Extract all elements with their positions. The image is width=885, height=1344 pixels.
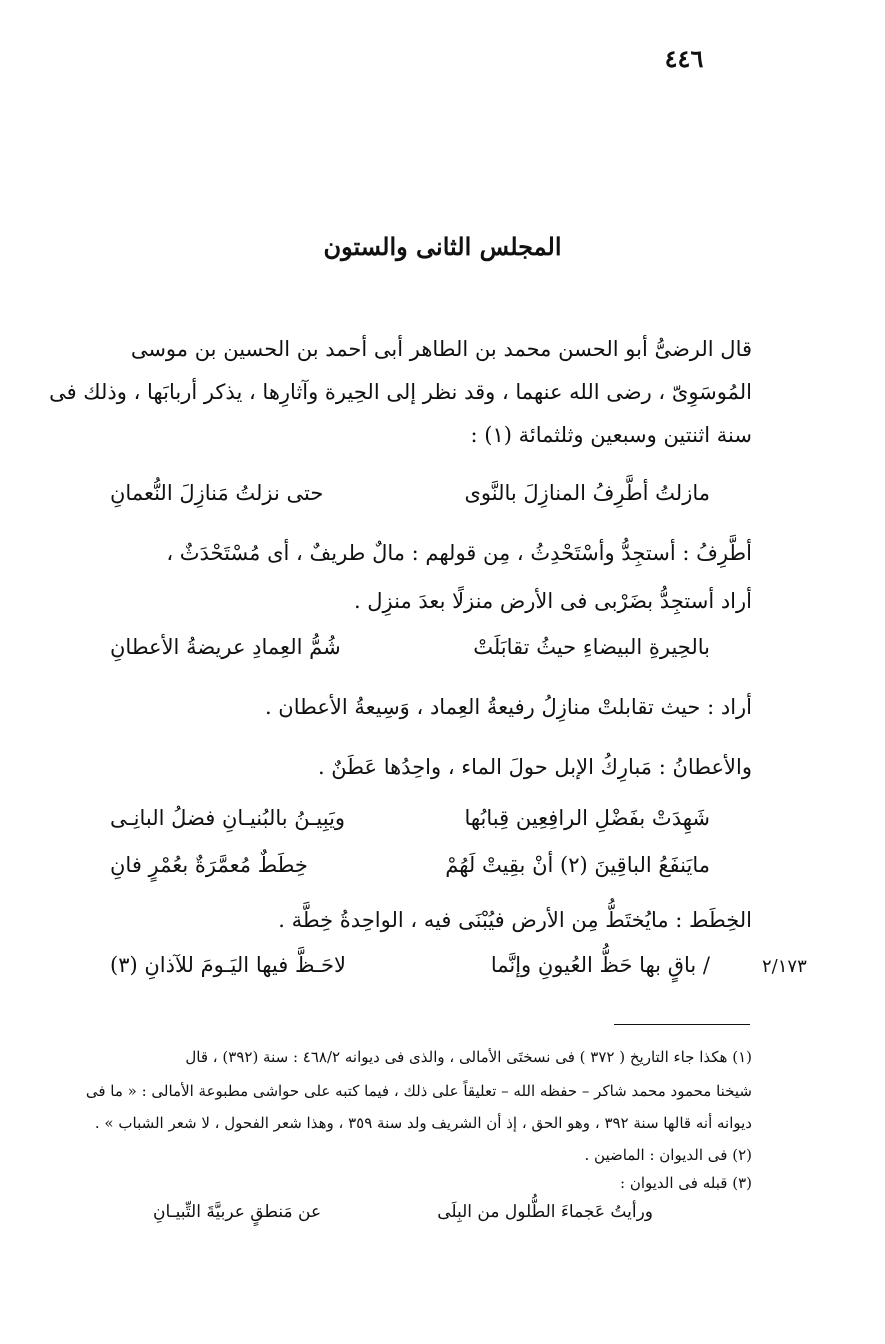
verse-first-hemistich: مازلتُ أطَّرِفُ المنازِلَ بالنَّوى bbox=[464, 481, 710, 505]
verse-first-hemistich: بالحِيرةِ البيضاءِ حيثُ تقابَلَتْ bbox=[473, 635, 710, 659]
footnote-line: (٢) فى الديوان : الماضين . bbox=[584, 1146, 752, 1164]
section-title: المجلس الثانى والستون bbox=[323, 232, 562, 261]
prose-line: والأعطانُ : مَبارِكُ الإبل حولَ الماء ، واحِدُها عَطَنٌ . bbox=[317, 755, 752, 779]
verse-line bbox=[110, 478, 710, 508]
footnote-line: (١) هكذا جاء التاريخ ( ٣٧٢ ) فى نسختَى الأمالى ، والذى فى ديوانه ٤٦٨/٢ : سنة (٣٩٢) ، قال bbox=[185, 1048, 752, 1066]
margin-reference: ٢/١٧٣ bbox=[762, 956, 807, 977]
footnote-line: ديوانه أنه قالها سنة ٣٩٢ ، وهو الحق ، إذ أن الشريف ولد سنة ٣٥٩ ، وهذا شعر الفحول ، لا شعر الشباب » . bbox=[94, 1114, 752, 1132]
verse-second-hemistich: شُمُّ العِمادِ عريضةُ الأعطانِ bbox=[110, 635, 341, 659]
prose-line: الخِطَط : مايُختَطُّ مِن الأرض فيُبْنَى فيه ، الواحِدةُ خِطَّة . bbox=[278, 908, 752, 932]
verse-second-hemistich: ويَبِيـنُ بالبُنيـانِ فضلُ البانِـى bbox=[110, 806, 346, 830]
verse-first-hemistich: مايَنفَعُ الباقِينَ (٢) أنْ بقِيتْ لَهُمْ bbox=[445, 853, 710, 877]
verse-second-hemistich: حتى نزلتُ مَنازِلَ النُّعمانِ bbox=[110, 481, 324, 505]
verse-line bbox=[110, 632, 710, 662]
footnote-line: (٣) قبله فى الديوان : bbox=[620, 1174, 752, 1192]
prose-line: أطَّرِفُ : أستجِدُّ وأسْتَحْدِثُ ، مِن قولهم : مالٌ طريفٌ ، أى مُسْتَحْدَثٌ ، bbox=[166, 541, 752, 565]
prose-line: أراد : حيث تقابلتْ منازِلُ رفيعةُ العِماد ، وَسِيعةُ الأعطان . bbox=[264, 695, 752, 719]
footnote-verse-second-hemistich: عن مَنطقٍ عربيَّةَ التِّبيـانِ bbox=[153, 1202, 322, 1222]
footnote-verse bbox=[153, 1202, 653, 1222]
verse-first-hemistich: شَهِدَتْ بفَضْلِ الرافِعِين قِبابُها bbox=[464, 806, 710, 830]
verse-line bbox=[110, 850, 710, 880]
prose-line: أراد أستجِدُّ بضَرْبى فى الأرض منزلًا بعدَ منزِل . bbox=[353, 589, 752, 613]
prose-line: قال الرضىُّ أبو الحسن محمد بن الطاهر أبى أحمد بن الحسين بن موسى bbox=[130, 337, 752, 361]
footnote-divider bbox=[614, 1024, 750, 1025]
prose-line: المُوسَوِىّ ، رضى الله عنهما ، وقد نظر إلى الحِيرة وآثارِها ، يذكر أربابَها ، وذلك فى bbox=[49, 380, 752, 404]
footnote-verse-first-hemistich: ورأيتُ عَجماءَ الطُّلول من البِلَى bbox=[437, 1202, 653, 1222]
verse-line bbox=[110, 950, 710, 980]
prose-line: سنة اثنتين وسبعين وثلثمائة (١) : bbox=[470, 423, 752, 447]
verse-second-hemistich: خِطَطٌ مُعمَّرَةٌ بعُمْرٍ فانِ bbox=[110, 853, 308, 877]
verse-first-hemistich: / باقٍ بها حَظُّ العُيونِ وإنَّما bbox=[490, 953, 710, 977]
verse-line bbox=[110, 803, 710, 833]
page-number: ٤٤٦ bbox=[664, 44, 704, 73]
verse-second-hemistich: لاحَـظَّ فيها اليَـومَ للآذانِ (٣) bbox=[110, 953, 346, 977]
footnote-line: شيخنا محمود محمد شاكر – حفظه الله – تعليقاً على ذلك ، فيما كتبه على حواشى مطبوعة الأمالى : « ما فى bbox=[85, 1082, 752, 1100]
